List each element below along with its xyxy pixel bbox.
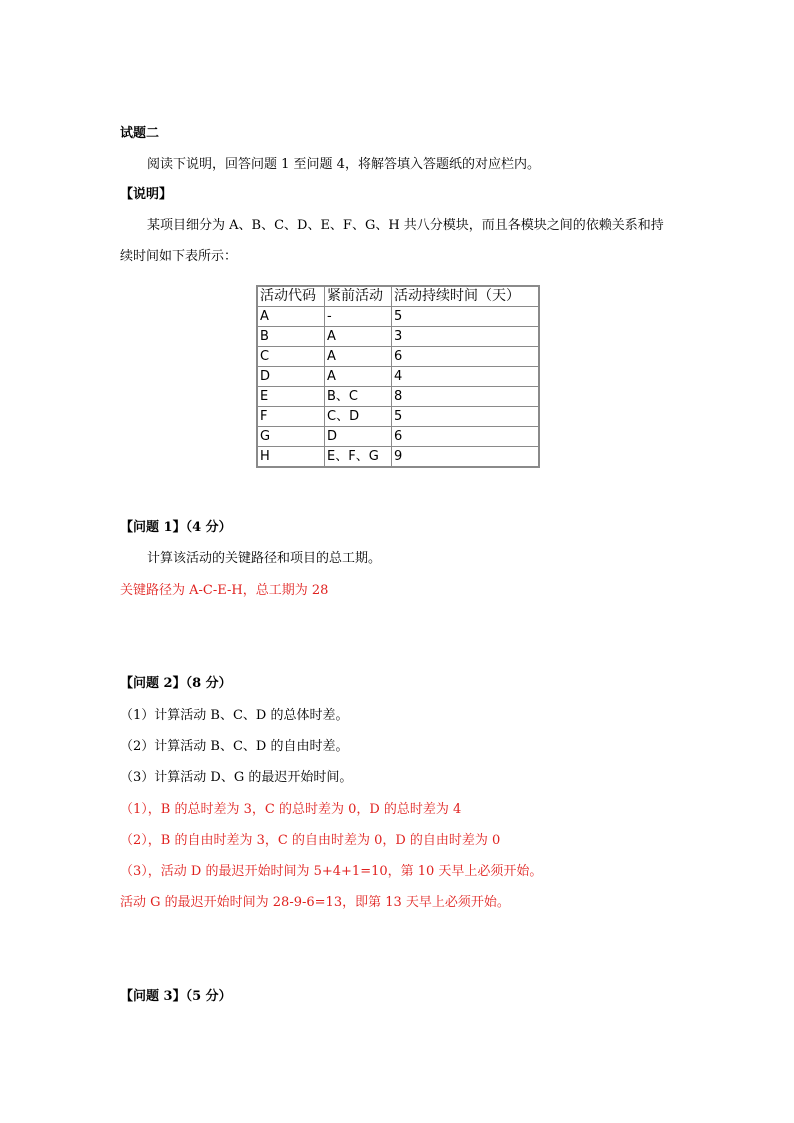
dependency-table xyxy=(256,285,540,468)
cell-predecessor: A xyxy=(325,347,392,367)
cell-predecessor: - xyxy=(325,307,392,327)
header-predecessor: 紧前活动 xyxy=(325,287,392,307)
q1-answer: 关键路径为 A-C-E-H，总工期为 28 xyxy=(120,583,329,598)
explain-line-1: 某项目细分为 A、B、C、D、E、F、G、H 共八分模块，而且各模块之间的依赖关系和持 xyxy=(147,218,664,233)
explain-line-2: 续时间如下表所示： xyxy=(120,249,238,264)
cell-predecessor: A xyxy=(325,367,392,387)
q2-item-1: （1）计算活动 B、C、D 的总体时差。 xyxy=(120,708,349,723)
cell-duration: 3 xyxy=(392,327,539,347)
cell-duration: 6 xyxy=(392,427,539,447)
cell-predecessor: B、C xyxy=(325,387,392,407)
cell-predecessor: E、F、G xyxy=(325,447,392,467)
intro-text: 阅读下说明，回答问题 1 至问题 4，将解答填入答题纸的对应栏内。 xyxy=(147,157,540,172)
table-row xyxy=(258,307,539,327)
table-row xyxy=(258,407,539,427)
cell-predecessor: C、D xyxy=(325,407,392,427)
cell-code: H xyxy=(258,447,325,467)
cell-duration: 4 xyxy=(392,367,539,387)
cell-code: D xyxy=(258,367,325,387)
q3-heading: 【问题 3】（5 分） xyxy=(120,989,232,1004)
cell-code: E xyxy=(258,387,325,407)
table-header-row xyxy=(258,287,539,307)
q2-answer-3: （3），活动 D 的最迟开始时间为 5+4+1=10，第 10 天早上必须开始。 xyxy=(120,864,543,879)
q2-answer-1: （1），B 的总时差为 3，C 的总时差为 0，D 的总时差为 4 xyxy=(120,802,462,817)
table-row xyxy=(258,387,539,407)
cell-duration: 9 xyxy=(392,447,539,467)
cell-predecessor: A xyxy=(325,327,392,347)
cell-duration: 5 xyxy=(392,307,539,327)
cell-code: A xyxy=(258,307,325,327)
q2-heading: 【问题 2】（8 分） xyxy=(120,676,232,691)
header-activity-code: 活动代码 xyxy=(258,287,325,307)
explain-heading: 【说明】 xyxy=(120,187,173,202)
cell-duration: 6 xyxy=(392,347,539,367)
cell-code: G xyxy=(258,427,325,447)
q1-text: 计算该活动的关键路径和项目的总工期。 xyxy=(147,551,382,566)
cell-code: F xyxy=(258,407,325,427)
question-title: 试题二 xyxy=(120,126,160,141)
header-duration: 活动持续时间（天） xyxy=(392,287,539,307)
table-row xyxy=(258,367,539,387)
q2-item-2: （2）计算活动 B、C、D 的自由时差。 xyxy=(120,739,349,754)
table-row xyxy=(258,447,539,467)
cell-predecessor: D xyxy=(325,427,392,447)
table-row xyxy=(258,327,539,347)
q2-answer-2: （2），B 的自由时差为 3，C 的自由时差为 0，D 的自由时差为 0 xyxy=(120,833,501,848)
cell-code: C xyxy=(258,347,325,367)
q2-item-3: （3）计算活动 D、G 的最迟开始时间。 xyxy=(120,770,353,785)
cell-duration: 5 xyxy=(392,407,539,427)
q2-answer-4: 活动 G 的最迟开始时间为 28-9-6=13，即第 13 天早上必须开始。 xyxy=(120,895,510,910)
table-row xyxy=(258,347,539,367)
cell-code: B xyxy=(258,327,325,347)
q1-heading: 【问题 1】（4 分） xyxy=(120,520,232,535)
table-row xyxy=(258,427,539,447)
cell-duration: 8 xyxy=(392,387,539,407)
